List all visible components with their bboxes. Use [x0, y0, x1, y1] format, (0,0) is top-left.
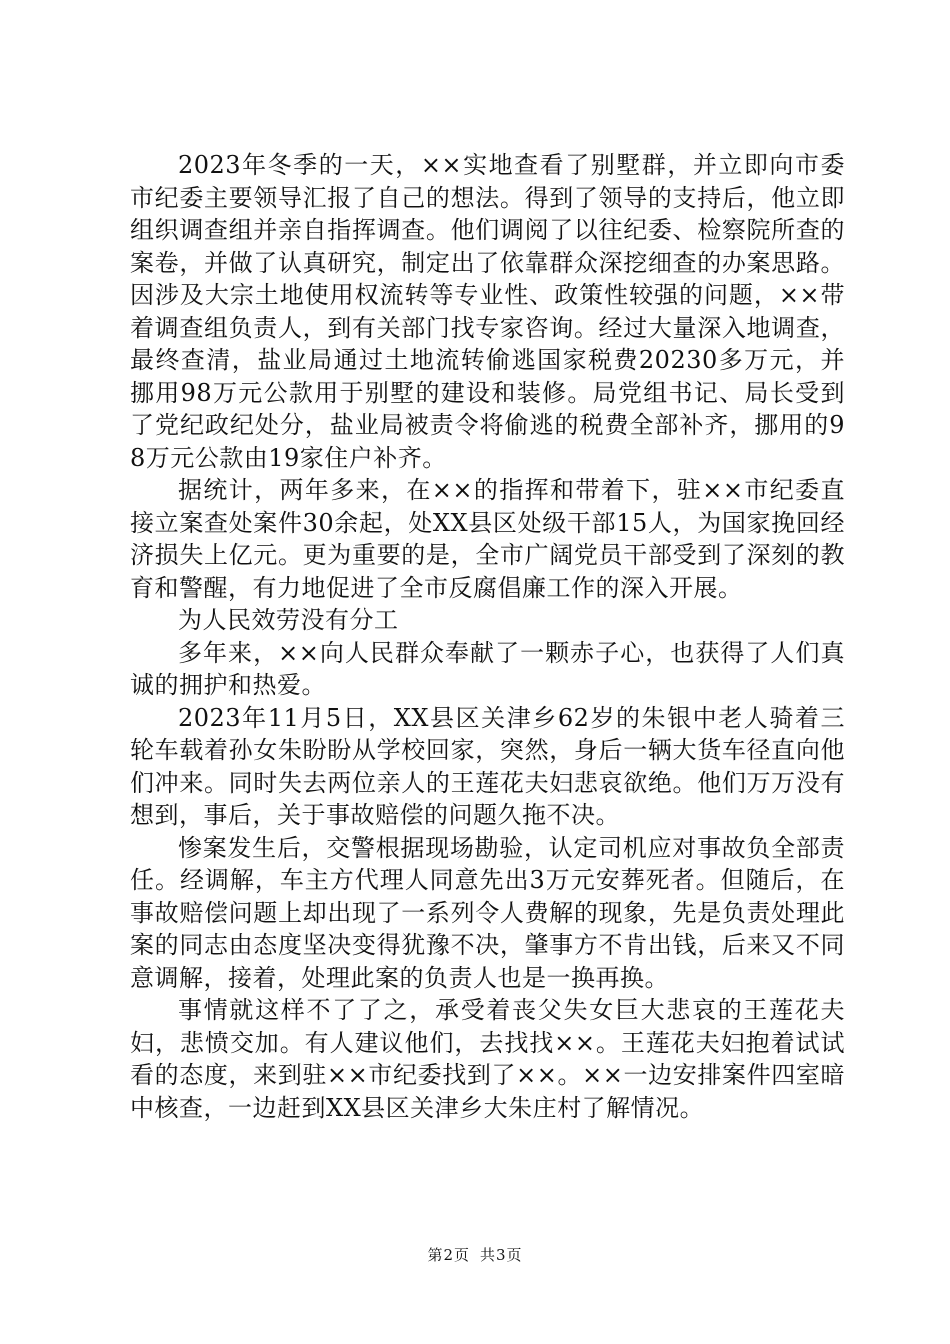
paragraph: 惨案发生后，交警根据现场勘验，认定司机应对事故负全部责任。经调解，车主方代理人同意先出3万元安葬死者。但随后，在事故赔偿问题上却出现了一系列令人费解的现象，先是负责处理此案的同志由态度坚决变得犹豫不决，肇事方不肯出钱，后来又不同意调解，接着，处理此案的负责人也是一换再换。	[130, 833, 845, 992]
section-heading: 为人民效劳没有分工	[178, 606, 399, 634]
paragraph: 2023年11月5日，XX县区关津乡62岁的朱银中老人骑着三轮车载着孙女朱盼盼从学校回家，突然，身后一辆大货车径直向他们冲来。同时失去两位亲人的王莲花夫妇悲哀欲绝。他们万万没有想到，事后，关于事故赔偿的问题久拖不决。	[130, 703, 845, 829]
paragraph: 多年来，××向人民群众奉献了一颗赤子心，也获得了人们真诚的拥护和热爱。	[130, 638, 845, 699]
paragraph: 2023年冬季的一天，××实地查看了别墅群，并立即向市委市纪委主要领导汇报了自己的想法。得到了领导的支持后，他立即组织调查组并亲自指挥调查。他们调阅了以往纪委、检察院所查的案卷，并做了认真研究，制定出了依靠群众深挖细查的办案思路。因涉及大宗土地使用权流转等专业性、政策性较强的问题，××带着调查组负责人，到有关部门找专家咨询。经过大量深入地调查，最终查清，盐业局通过土地流转偷逃国家税费20230多万元，并挪用98万元公款用于别墅的建设和装修。局党组书记、局长受到了党纪政纪处分，盐业局被责令将偷逃的税费全部补齐，挪用的98万元公款由19家住户补齐。	[130, 151, 845, 472]
page-number: 第2页	[427, 1246, 470, 1264]
page-total: 共3页	[480, 1246, 523, 1264]
document-body	[130, 149, 845, 1124]
paragraph: 据统计，两年多来，在××的指挥和带着下，驻××市纪委直接立案查处案件30余起，处XX县区处级干部15人，为国家挽回经济损失上亿元。更为重要的是，全市广阔党员干部受到了深刻的教育和警醒，有力地促进了全市反腐倡廉工作的深入开展。	[130, 476, 845, 602]
page-footer	[0, 1244, 950, 1265]
paragraph: 事情就这样不了了之，承受着丧父失女巨大悲哀的王莲花夫妇，悲愤交加。有人建议他们，去找找××。王莲花夫妇抱着试试看的态度，来到驻××市纪委找到了××。××一边安排案件四室暗中核查，一边赶到XX县区关津乡大朱庄村了解情况。	[130, 996, 845, 1122]
